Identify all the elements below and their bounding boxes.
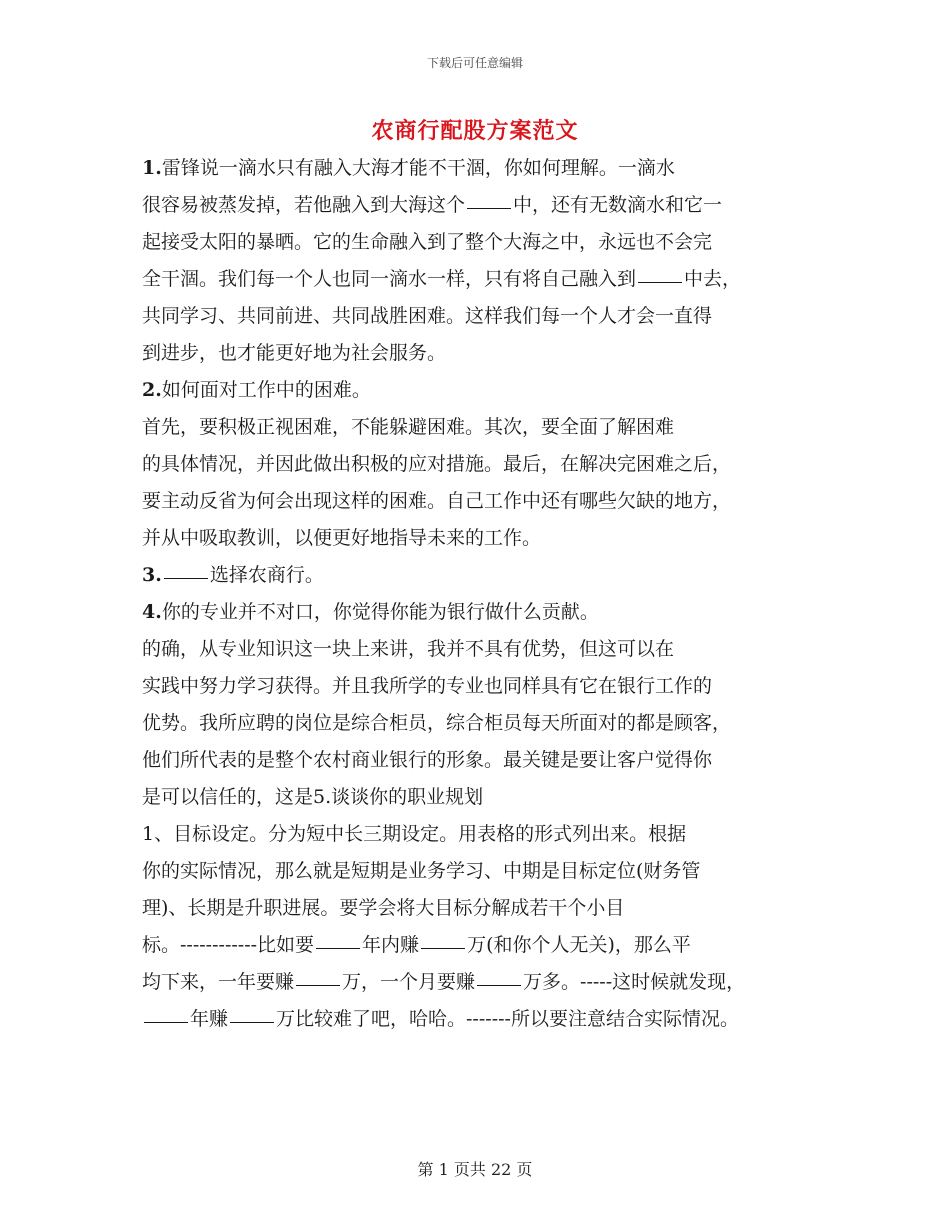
q1-line-2a: 很容易被蒸发掉，若他融入到大海这个 [142, 194, 466, 216]
q2-line-2: 的具体情况，并因此做出积极的应对措施。最后，在解决完困难之后， [142, 453, 732, 475]
q4-line-2: 实践中努力学习获得。并且我所学的专业也同样具有它在银行工作的 [142, 675, 713, 697]
page-footer: 第 1 页共 22 页 [417, 1160, 533, 1179]
q1-line-5: 共同学习、共同前进、共同战胜困难。这样我们每一个人才会一直得 [142, 305, 713, 327]
fill-blank [477, 984, 521, 986]
document-title: 农商行配股方案范文 [371, 118, 579, 144]
q2-text: 如何面对工作中的困难。 [161, 379, 371, 401]
document-body [142, 150, 818, 1038]
fill-blank [230, 1021, 274, 1023]
plan-line-5 [142, 964, 818, 1001]
q1-line-4b: 中去， [684, 268, 742, 290]
q4-line-3: 优势。我所应聘的岗位是综合柜员，综合柜员每天所面对的都是顾客， [142, 712, 732, 734]
q4-line-1: 的确，从专业知识这一块上来讲，我并不具有优势，但这可以在 [142, 638, 675, 660]
q4-number: 4. [142, 601, 162, 623]
plan-line-1: 1、目标设定。分为短中长三期设定。用表格的形式列出来。根据 [142, 823, 687, 845]
plan-line-5b: 万，一个月要赚 [342, 971, 476, 993]
q4-line-4: 他们所代表的是整个农村商业银行的形象。最关键是要让客户觉得你 [142, 749, 713, 771]
fill-blank [421, 947, 465, 949]
plan-line-4b: 年内赚 [362, 934, 420, 956]
q2-number: 2. [142, 379, 162, 401]
plan-line-3: 理)、长期是升职进展。要学会将大目标分解成若干个小目 [142, 897, 625, 919]
plan-line-4c: 万(和你个人无关)，那么平 [467, 934, 691, 956]
q1-line-2b: 中，还有无数滴水和它一 [513, 194, 723, 216]
plan-line-6b: 万比较难了吧，哈哈。-------所以要注意结合实际情况。 [276, 1008, 739, 1030]
plan-line-5c: 万多。-----这时候就发现， [523, 971, 746, 993]
fill-blank [638, 281, 682, 283]
plan-line-6a: 年赚 [190, 1008, 229, 1030]
q1-line-4 [142, 261, 818, 298]
plan-line-5a: 均下来，一年要赚 [142, 971, 295, 993]
plan-line-4a: 标。------------比如要 [142, 934, 315, 956]
fill-blank [316, 947, 360, 949]
q4-line-5: 是可以信任的，这是5.谈谈你的职业规划 [142, 786, 484, 808]
q1-line-2 [142, 187, 818, 224]
plan-line-4 [142, 927, 818, 964]
q1-text: 雷锋说一滴水只有融入大海才能不干涸，你如何理解。一滴水 [161, 157, 675, 179]
q1-line-4a: 全干涸。我们每一个人也同一滴水一样，只有将自己融入到 [142, 268, 637, 290]
fill-blank [296, 984, 340, 986]
q3-heading [142, 557, 818, 594]
q3-number: 3. [142, 564, 162, 586]
fill-blank [467, 207, 511, 209]
q4-text: 你的专业并不对口，你觉得你能为银行做什么贡献。 [161, 601, 599, 623]
q1-number: 1. [142, 157, 162, 179]
q2-heading [142, 372, 818, 409]
plan-line-2: 你的实际情况，那么就是短期是业务学习、中期是目标定位(财务管 [142, 860, 701, 882]
plan-line-6 [142, 1001, 818, 1038]
q1-line-3: 起接受太阳的暴晒。它的生命融入到了整个大海之中，永远也不会完 [142, 231, 713, 253]
fill-blank [144, 1021, 188, 1023]
q2-line-3: 要主动反省为何会出现这样的困难。自己工作中还有哪些欠缺的地方， [142, 490, 732, 512]
q4-heading [142, 594, 818, 631]
q2-line-4: 并从中吸取教训，以便更好地指导未来的工作。 [142, 527, 542, 549]
page-header: 下载后可任意编辑 [426, 56, 523, 70]
fill-blank [164, 577, 208, 579]
q1-line-1 [142, 150, 818, 187]
q3-text: 选择农商行。 [209, 564, 324, 586]
q2-line-1: 首先，要积极正视困难，不能躲避困难。其次，要全面了解困难 [142, 416, 675, 438]
q1-line-6: 到进步，也才能更好地为社会服务。 [142, 342, 447, 364]
